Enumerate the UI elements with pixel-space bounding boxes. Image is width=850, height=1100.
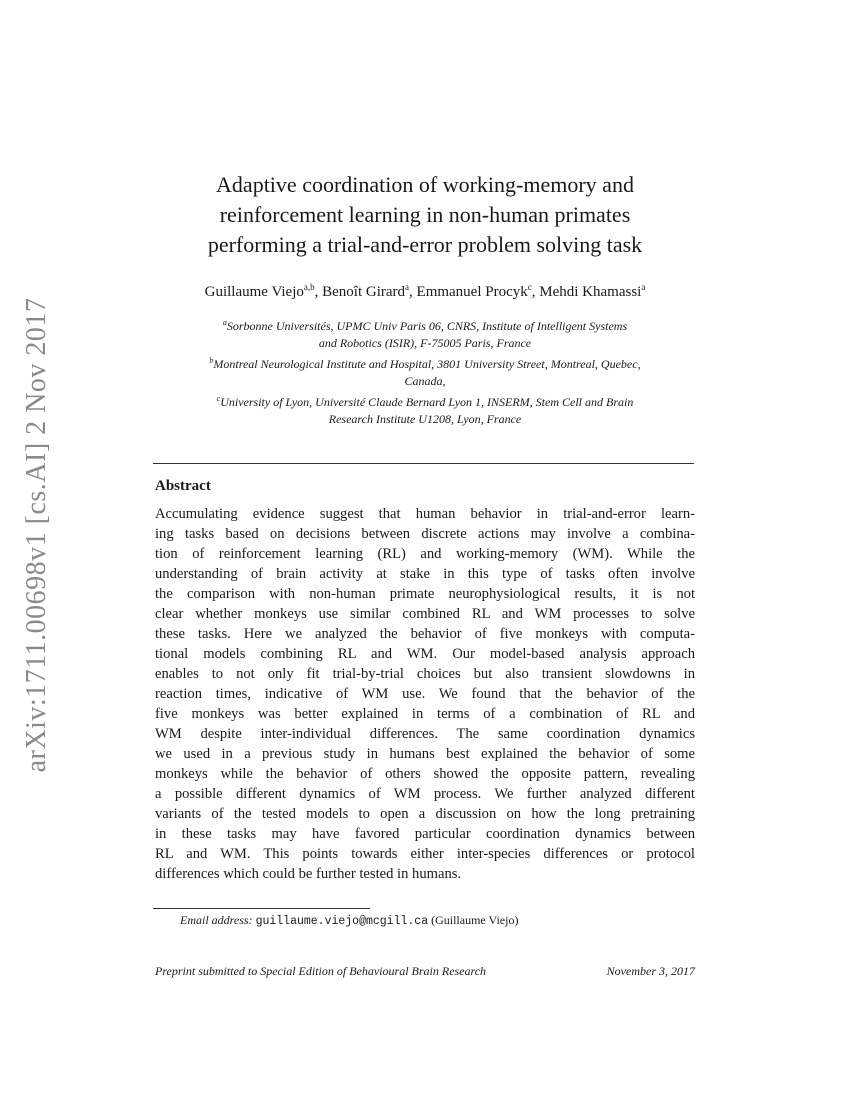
abstract-line: these tasks. Here we analyzed the behavior of five monkeys with computa- xyxy=(155,626,695,642)
author-affiliation-mark: a xyxy=(405,282,410,292)
title-line: Adaptive coordination of working-memory and xyxy=(216,172,634,197)
arxiv-identifier: arXiv:1711.00698v1 [cs.AI] 2 Nov 2017 xyxy=(21,297,52,773)
abstract-line: WM despite inter-individual differences. The same coordination dynamics xyxy=(155,726,695,742)
preprint-line xyxy=(155,964,695,979)
email-link[interactable]: guillaume.viejo@mcgill.ca xyxy=(255,915,429,928)
affiliation-mark: b xyxy=(209,356,214,365)
abstract-line: monkeys while the behavior of others showed the opposite pattern, revealing xyxy=(155,766,695,782)
author-affiliation-mark: c xyxy=(527,282,532,292)
abstract-line: enables to not only fit trial-by-trial choices but also transient slowdowns in xyxy=(155,666,695,682)
author-name: Emmanuel Procyk xyxy=(416,284,528,300)
affiliation-line: $^c$University of Lyon, Université Claude Bernard Lyon 1, INSERM, Stem Cell and Brain xyxy=(216,394,634,409)
author-name: Mehdi Khamassi xyxy=(539,284,642,300)
affiliation-line: $^b$Montreal Neurological Institute and Hospital, 3801 University Street, Montreal, Quebec, xyxy=(209,356,641,371)
author-affiliation-mark: a xyxy=(641,282,646,292)
abstract-line: Accumulating evidence suggest that human behavior in trial-and-error learn- xyxy=(155,506,695,522)
abstract-line: differences which could be further tested in humans. xyxy=(155,866,462,882)
author-name: Benoît Girard xyxy=(322,284,406,300)
author-separator: , xyxy=(409,284,417,300)
abstract-line: tion of reinforcement learning (RL) and working-memory (WM). While the xyxy=(155,546,695,562)
abstract-heading: Abstract xyxy=(155,478,211,494)
abstract-line: the comparison with non-human primate neurophysiological results, it is not xyxy=(155,586,695,602)
preprint-date: November 3, 2017 xyxy=(606,964,695,978)
abstract-line: tional models combining RL and WM. Our model-based analysis approach xyxy=(155,646,695,662)
abstract-line: reaction times, indicative of WM use. We found that the behavior of the xyxy=(155,686,695,702)
affiliation-line: and Robotics (ISIR), F-75005 Paris, France xyxy=(318,336,532,350)
abstract-line: ing tasks based on decisions between discrete actions may involve a combina- xyxy=(155,526,695,542)
abstract-line: variants of the tested models to open a discussion on how the long pretraining xyxy=(155,806,695,822)
footnote-label: Email address: xyxy=(180,913,253,927)
author-list xyxy=(100,282,750,301)
abstract-line: a possible different dynamics of WM process. We further analyzed different xyxy=(155,786,695,802)
abstract-top-rule xyxy=(153,463,694,464)
abstract-line: we used in a previous study in humans best explained the behavior of some xyxy=(155,746,695,762)
title-line: performing a trial-and-error problem solving task xyxy=(207,232,643,257)
affiliations xyxy=(140,314,710,428)
author-affiliation-mark: a,b xyxy=(303,282,315,292)
preprint-venue: Preprint submitted to Special Edition of Behavioural Brain Research xyxy=(155,964,487,978)
abstract-line: five monkeys was better explained in terms of a combination of RL and xyxy=(155,706,695,722)
arxiv-stamp xyxy=(0,0,60,1100)
abstract-line: clear whether monkeys use similar combined RL and WM processes to solve xyxy=(155,606,695,622)
abstract-body xyxy=(155,504,695,884)
affiliation-mark: a xyxy=(222,318,227,327)
paper-title xyxy=(150,170,700,260)
title-line: reinforcement learning in non-human primates xyxy=(219,202,631,227)
footnote xyxy=(180,913,518,928)
author-separator: , xyxy=(314,284,323,300)
author-name: Guillaume Viejo xyxy=(204,284,304,300)
affiliation-line: Canada, xyxy=(404,374,446,388)
affiliation-mark: c xyxy=(216,394,221,403)
affiliation-line: $^a$Sorbonne Universités, UPMC Univ Paris 06, CNRS, Institute of Intelligent Systems xyxy=(222,318,628,333)
affiliation-line: Research Institute U1208, Lyon, France xyxy=(328,412,522,426)
footnote-name: (Guillaume Viejo) xyxy=(431,913,519,927)
footnote-rule xyxy=(153,908,370,909)
abstract-line: RL and WM. This points towards either inter-species differences or protocol xyxy=(155,846,695,862)
abstract-line: understanding of brain activity at stake in this type of tasks often involve xyxy=(155,566,695,582)
author-separator: , xyxy=(531,284,540,300)
abstract-line: in these tasks may have favored particular coordination dynamics between xyxy=(155,826,695,842)
